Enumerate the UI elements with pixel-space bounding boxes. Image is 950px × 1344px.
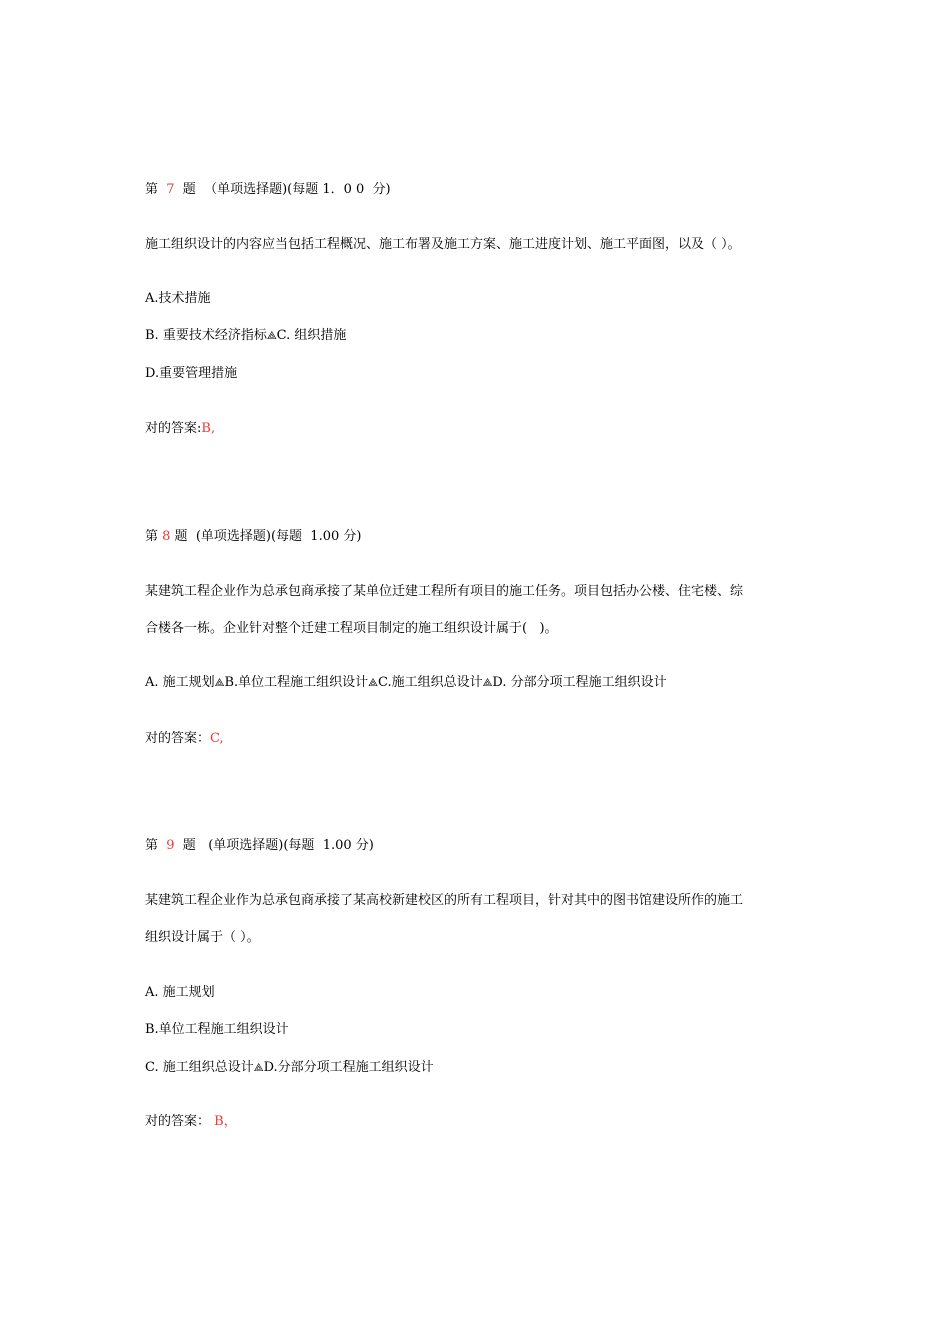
q9-stem-line-2: 组织设计属于（ ）。	[145, 930, 260, 945]
q8-answer	[145, 730, 224, 748]
q7-option-d: D.重要管理措施	[145, 366, 238, 381]
q9-header	[145, 837, 374, 855]
q9-header-prefix: 第	[145, 838, 167, 853]
q9-header-suffix: 题 (单项选择题)(每题 1.00 分)	[174, 838, 374, 853]
q7-option-a: A.技术措施	[145, 291, 211, 306]
q9-answer-value: B，	[210, 1114, 237, 1129]
q7-header	[145, 181, 391, 199]
q7-answer-label: 对的答案:	[145, 421, 202, 436]
q9-answer-label: 对的答案：	[145, 1114, 211, 1129]
q8-option-c: C.施工组织总设计	[377, 675, 483, 690]
q7-separator-glyph: ⟁	[266, 329, 277, 342]
q9-option-cd	[145, 1059, 434, 1077]
q8-separator-glyph: ⟁	[214, 676, 225, 689]
q7-answer-value: B,	[201, 421, 216, 436]
q8-stem-line-1: 某建筑工程企业作为总承包商承接了某单位迁建工程所有项目的施工任务。项目包括办公楼、住宅楼、综	[145, 584, 744, 599]
q9-option-d: D.分部分项工程施工组织设计	[263, 1060, 434, 1075]
q8-answer-label: 对的答案：	[145, 731, 211, 746]
q8-answer-value: C,	[210, 731, 224, 746]
q7-header-suffix: 题 （单项选择题)(每题 1．0 0 分)	[174, 182, 391, 197]
q7-stem: 施工组织设计的内容应当包括工程概况、施工布署及施工方案、施工进度计划、施工平面图，以及（ ）。	[145, 237, 741, 252]
q7-option-c: C. 组织措施	[276, 328, 347, 343]
q7-header-prefix: 第	[145, 182, 167, 197]
q8-separator-glyph: ⟁	[482, 676, 493, 689]
q9-option-b: B.单位工程施工组织设计	[145, 1022, 289, 1037]
q8-header	[145, 528, 361, 546]
q8-options	[145, 674, 667, 692]
q9-number: 9	[166, 838, 175, 853]
q8-stem-line-2: 合楼各一栋。企业针对整个迁建工程项目制定的施工组织设计属于( )。	[145, 621, 558, 636]
q7-option-bc	[145, 327, 346, 345]
q8-header-prefix: 第	[145, 529, 163, 544]
q7-option-b: B. 重要技术经济指标	[145, 328, 267, 343]
q8-number: 8	[162, 529, 171, 544]
q9-option-a: A. 施工规划	[145, 985, 215, 1000]
q9-option-c: C. 施工组织总设计	[145, 1060, 254, 1075]
q7-answer	[145, 420, 215, 438]
q8-option-a: A. 施工规划	[145, 675, 215, 690]
q8-header-suffix: 题 (单项选择题)(每题 1.00 分)	[170, 529, 362, 544]
q7-number: 7	[166, 182, 175, 197]
q9-separator-glyph: ⟁	[253, 1061, 264, 1074]
q9-stem-line-1: 某建筑工程企业作为总承包商承接了某高校新建校区的所有工程项目，针对其中的图书馆建设所作的施工	[145, 893, 744, 908]
q9-answer	[145, 1113, 237, 1131]
q8-option-b: B.单位工程施工组织设计	[224, 675, 369, 690]
q8-separator-glyph: ⟁	[368, 676, 378, 689]
q8-option-d: D. 分部分项工程施工组织设计	[492, 675, 667, 690]
